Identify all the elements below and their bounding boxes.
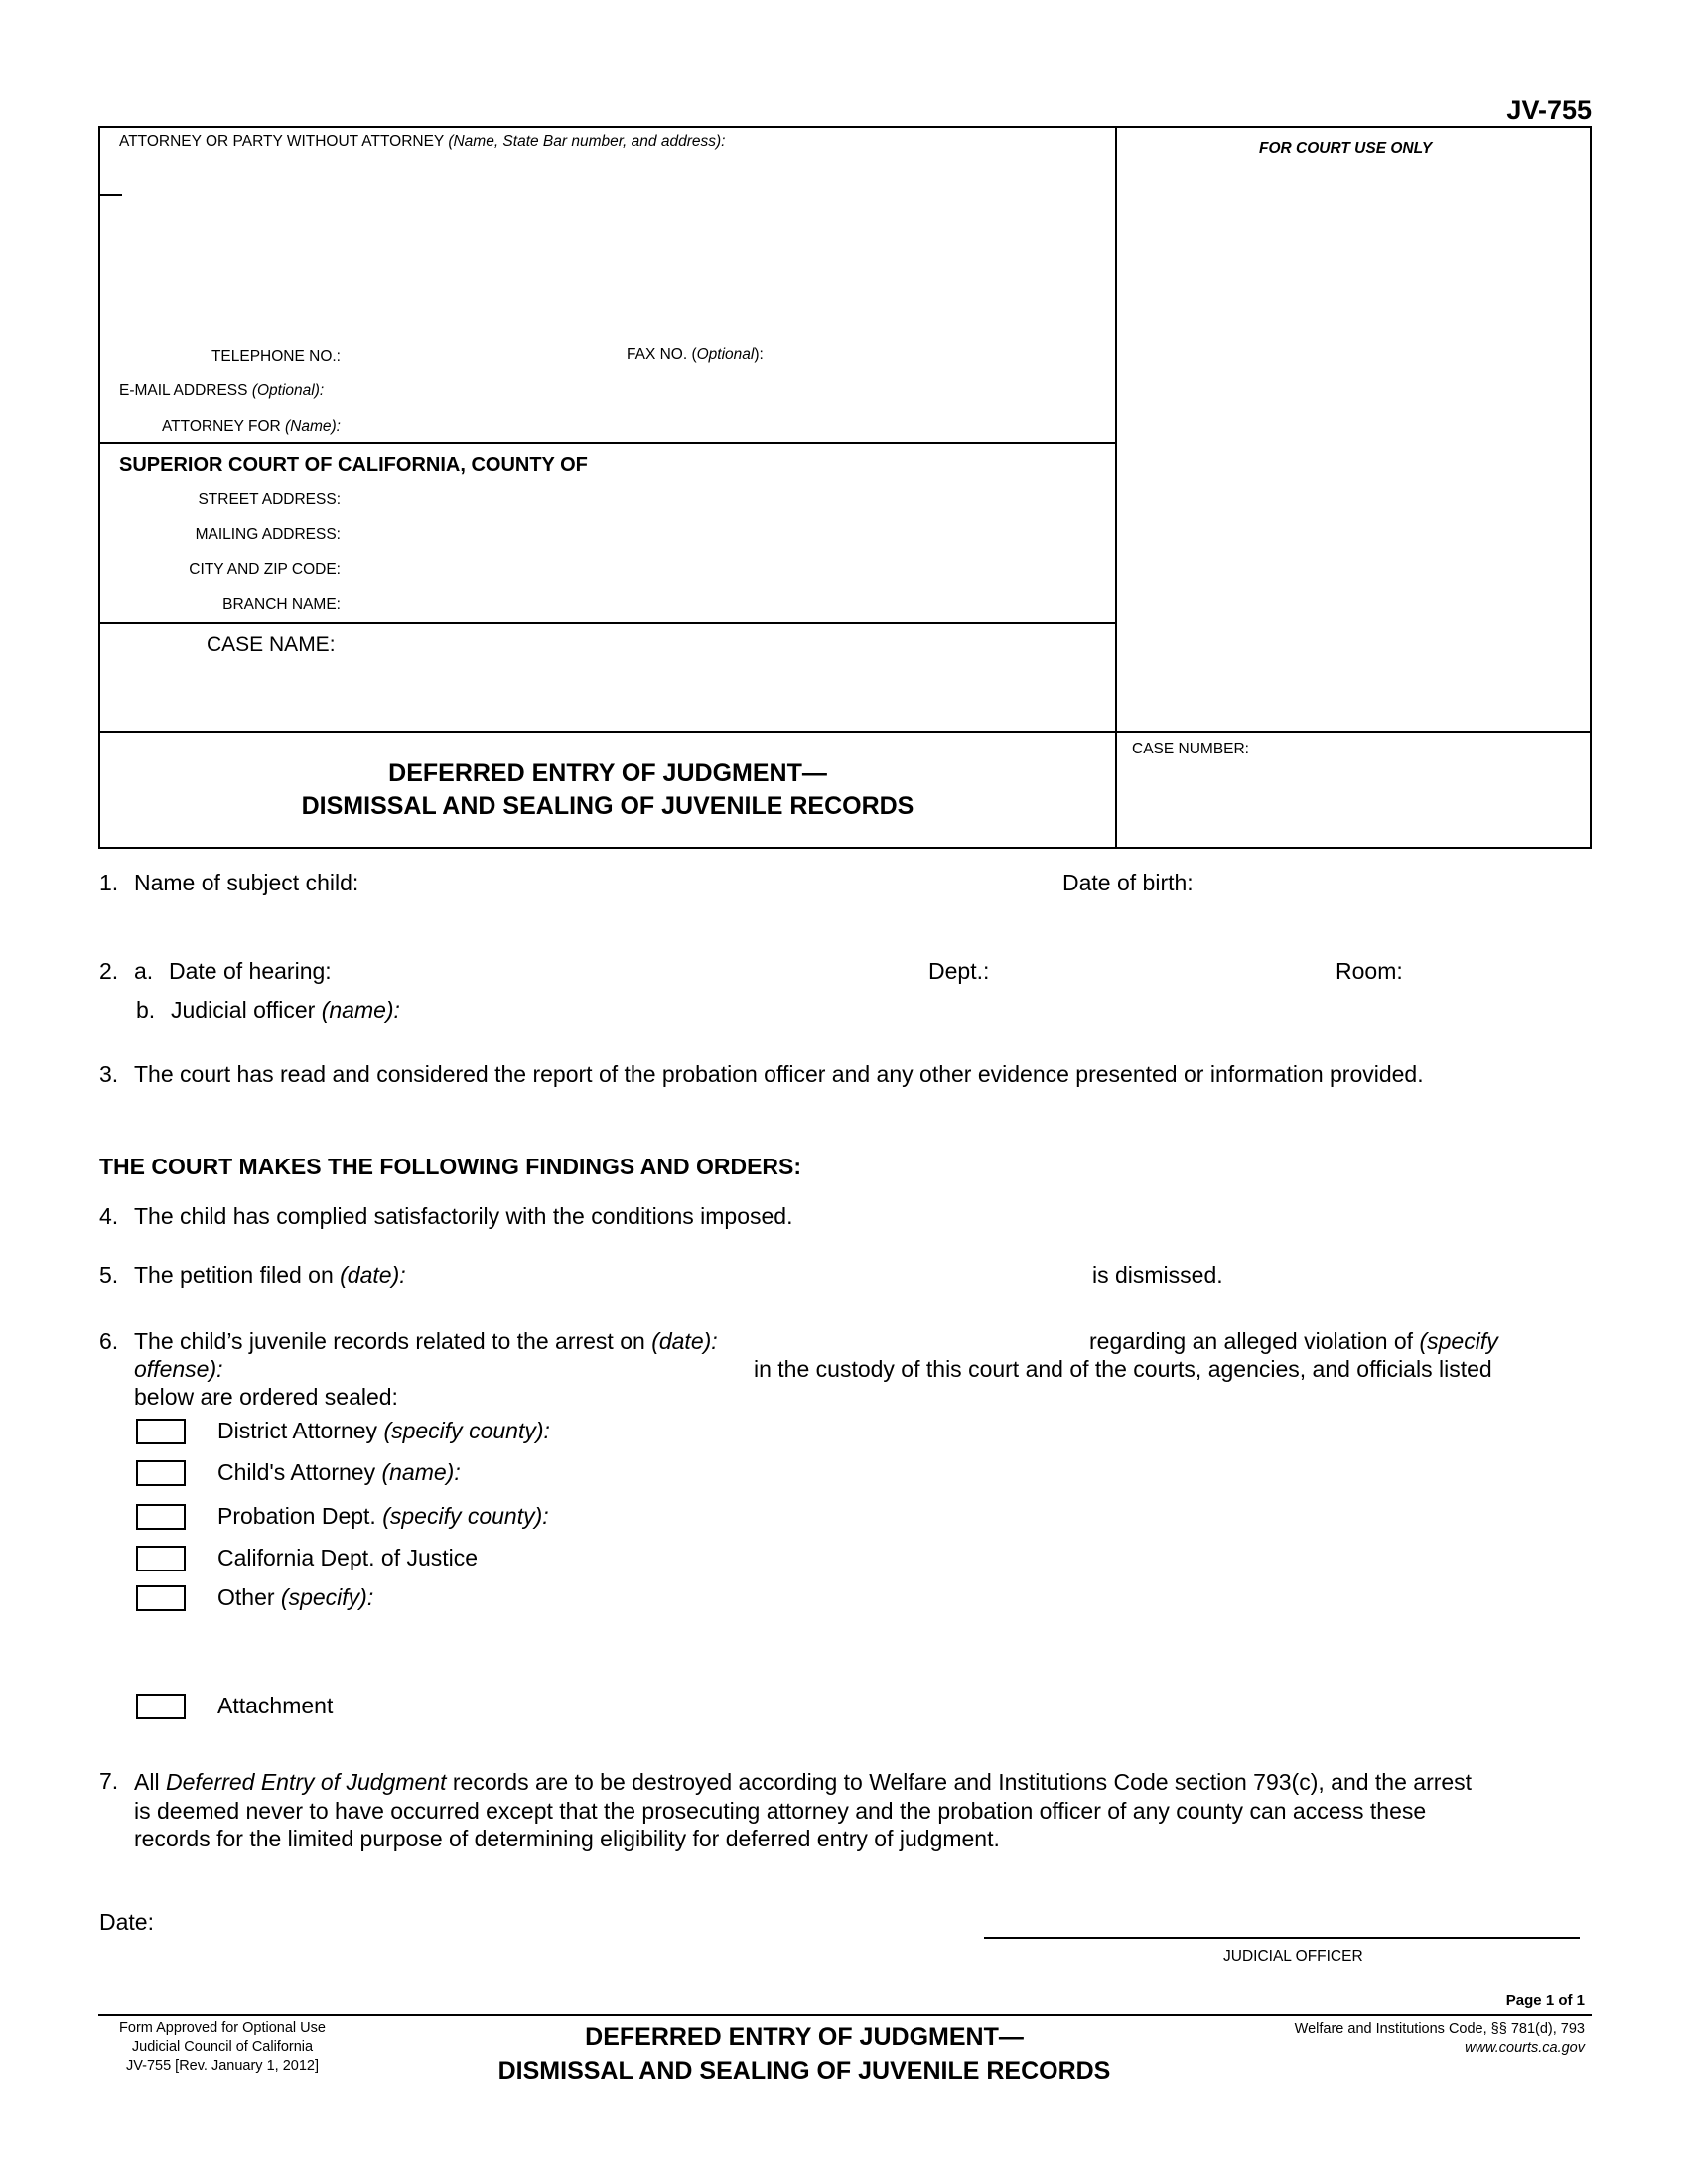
item-7-text: All Deferred Entry of Judgment records are to be destroyed according to Welfare and Institutions Code section 793(c), and the arrest is deemed never to have occurred except that the prosecuting attorney and the probation officer of any county can access these records for the limited purpose of determining eligibility for deferred entry of judgment. xyxy=(134,1769,1473,1851)
doj-checkbox[interactable] xyxy=(136,1546,186,1571)
item-6-violation: regarding an alleged violation of (specify xyxy=(1089,1328,1498,1354)
attorney-label: ATTORNEY OR PARTY WITHOUT ATTORNEY (Name, State Bar number, and address): xyxy=(119,133,726,150)
item-4-text: The child has complied satisfactorily with the conditions imposed. xyxy=(134,1203,793,1229)
footer-rule xyxy=(98,2014,1592,2016)
footer-right: Welfare and Institutions Code, §§ 781(d), 793 www.courts.ca.gov xyxy=(1294,2021,1585,2056)
item-6-sealed: below are ordered sealed: xyxy=(134,1384,398,1410)
attorney-for-label: ATTORNEY FOR (Name): xyxy=(161,418,341,435)
footer-title: DEFERRED ENTRY OF JUDGMENT— DISMISSAL AND SEALING OF JUVENILE RECORDS xyxy=(497,2023,1111,2085)
other-label: Other (specify): xyxy=(217,1584,374,1610)
district-attorney-checkbox[interactable] xyxy=(136,1419,186,1444)
street-address-label: STREET ADDRESS: xyxy=(198,491,341,508)
hearing-date-label: Date of hearing: xyxy=(169,958,332,984)
item-6-offense: offense): xyxy=(134,1356,223,1382)
doj-label: California Dept. of Justice xyxy=(217,1545,479,1570)
probation-dept-label: Probation Dept. (specify county): xyxy=(217,1503,549,1529)
court-use-label: FOR COURT USE ONLY xyxy=(1259,140,1433,157)
caption-box xyxy=(98,126,1592,849)
item-5-dismissed: is dismissed. xyxy=(1092,1262,1223,1288)
mailing-address-label: MAILING ADDRESS: xyxy=(195,526,341,543)
attachment-label: Attachment xyxy=(217,1693,334,1718)
childs-attorney-label: Child's Attorney (name): xyxy=(217,1459,461,1485)
room-label: Room: xyxy=(1336,958,1403,984)
form-id: JV-755 xyxy=(1506,95,1592,125)
findings-heading: THE COURT MAKES THE FOLLOWING FINDINGS AND ORDERS: xyxy=(99,1154,802,1179)
branch-name-label: BRANCH NAME: xyxy=(222,596,341,613)
item-6-custody: in the custody of this court and of the courts, agencies, and officials listed xyxy=(754,1356,1492,1382)
form-title: DEFERRED ENTRY OF JUDGMENT— DISMISSAL AND SEALING OF JUVENILE RECORDS xyxy=(301,759,914,820)
item-5-text: The petition filed on (date): xyxy=(134,1262,406,1288)
telephone-label: TELEPHONE NO.: xyxy=(211,348,341,365)
judicial-officer-signature-label: JUDICIAL OFFICER xyxy=(1223,1948,1363,1965)
child-name-label: Name of subject child: xyxy=(134,870,359,895)
childs-attorney-checkbox[interactable] xyxy=(136,1460,186,1486)
item-6-line-1: The child’s juvenile records related to the arrest on (date): xyxy=(134,1328,718,1354)
probation-dept-checkbox[interactable] xyxy=(136,1504,186,1530)
court-label: SUPERIOR COURT OF CALIFORNIA, COUNTY OF xyxy=(119,454,588,476)
district-attorney-label: District Attorney (specify county): xyxy=(217,1418,550,1443)
case-number-label: CASE NUMBER: xyxy=(1132,741,1249,757)
fax-label: FAX NO. (Optional): xyxy=(627,346,764,363)
date-label: Date: xyxy=(99,1909,154,1935)
item-3-text: The court has read and considered the report of the probation officer and any other evidence presented or information provided. xyxy=(134,1061,1424,1087)
attachment-checkbox[interactable] xyxy=(136,1694,186,1719)
page-number: Page 1 of 1 xyxy=(1505,1992,1585,2009)
email-label: E-MAIL ADDRESS (Optional): xyxy=(119,382,325,399)
other-checkbox[interactable] xyxy=(136,1585,186,1611)
dob-label: Date of birth: xyxy=(1062,870,1194,895)
caption-divider xyxy=(1115,126,1117,849)
dept-label: Dept.: xyxy=(928,958,990,984)
case-name-label: CASE NAME: xyxy=(207,633,336,656)
signature-line xyxy=(984,1937,1580,1939)
footer-left: Form Approved for Optional Use Judicial Council of California JV-755 [Rev. January 1, 2012] xyxy=(119,2020,326,2074)
judicial-officer-label: Judicial officer (name): xyxy=(171,997,400,1023)
city-zip-label: CITY AND ZIP CODE: xyxy=(189,561,341,578)
